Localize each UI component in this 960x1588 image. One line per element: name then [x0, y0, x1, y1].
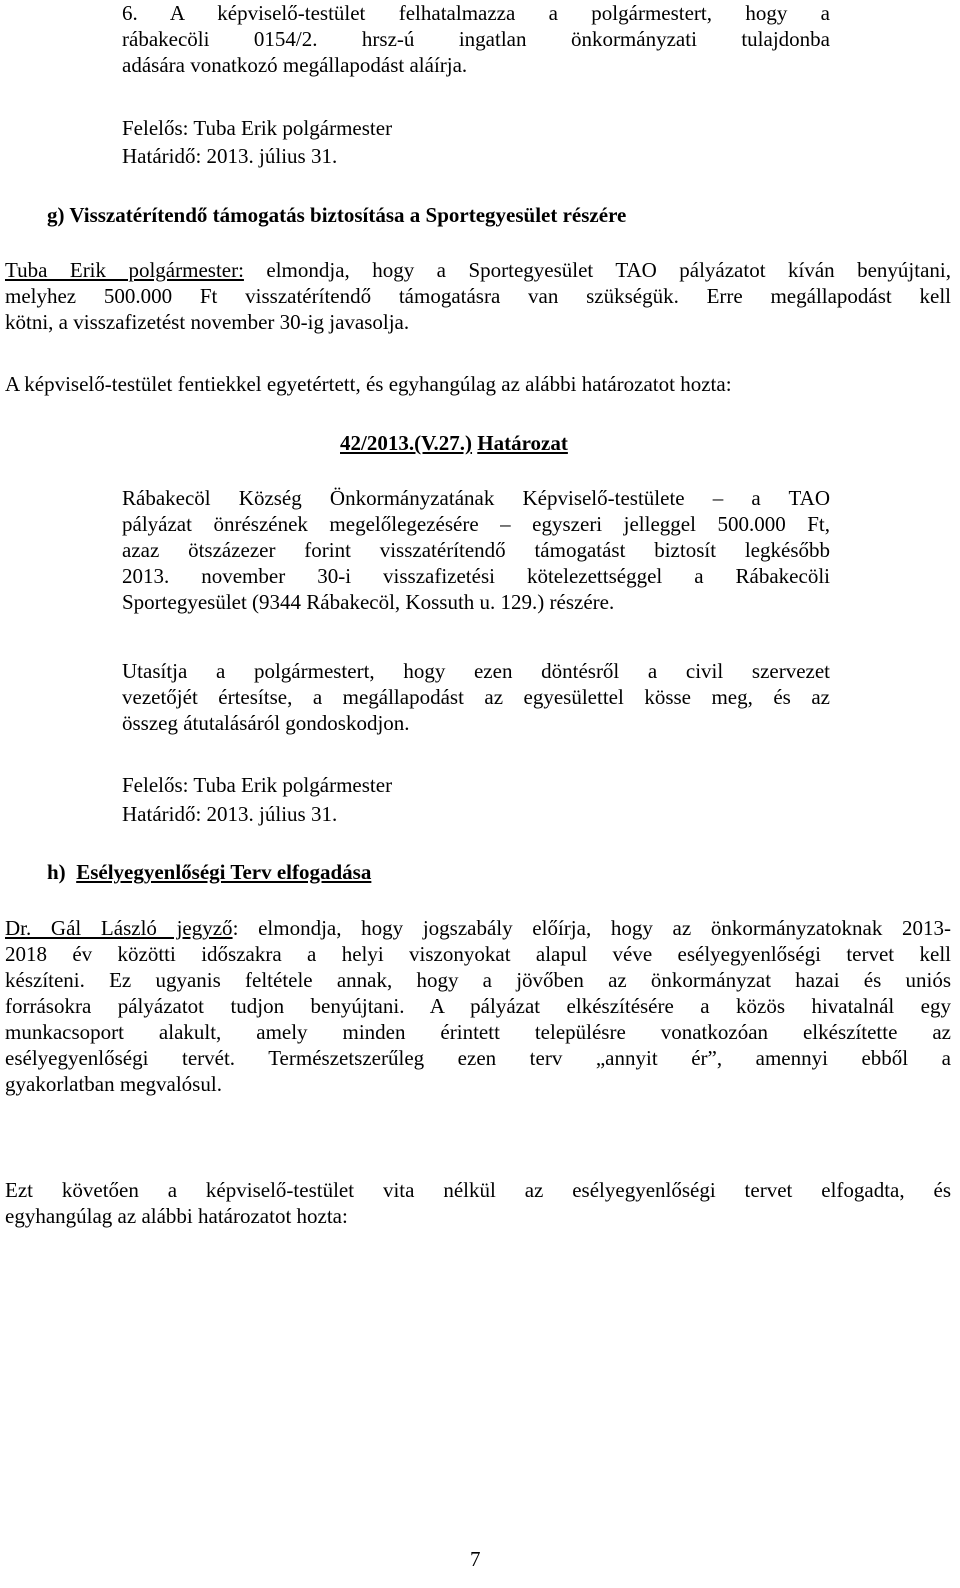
- resolution-title: [340, 430, 568, 456]
- resolution-line: 2013. november 30-i visszafizetési kötelezettséggel a Rábakecöli: [122, 564, 830, 588]
- section-h-prefix: h): [47, 860, 66, 884]
- speech-line: elmondja, hogy a Sportegyesület TAO pályázatot kíván benyújtani,: [266, 258, 952, 282]
- section-h-title: Esélyegyenlőségi Terv elfogadása: [76, 860, 372, 884]
- resolution-label: Határozat: [477, 431, 568, 455]
- resolution-instruction: [122, 658, 830, 736]
- speech-line: munkacsoport alakult, amely minden érintett településre vonatkozóan elkészítette az: [5, 1020, 951, 1044]
- instruction-line: összeg átutalásáról gondoskodjon.: [122, 711, 410, 735]
- section-g-vote-text: A képviselő-testület fentiekkel egyetértett, és egyhangúlag az alábbi határozatot hozta:: [5, 372, 732, 396]
- resolution-line: Rábakecöl Község Önkormányzatának Képviselő-testülete – a TAO: [122, 486, 830, 510]
- instruction-line: vezetőjét értesítse, a megállapodást az egyesülettel kösse meg, és az: [122, 685, 830, 709]
- instruction-line: Utasítja a polgármestert, hogy ezen döntésről a civil szervezet: [122, 659, 830, 683]
- resolution-line: pályázat önrészének megelőlegezésére – egyszeri jelleggel 500.000 Ft,: [122, 512, 830, 536]
- speech-line: : elmondja, hogy jogszabály előírja, hogy az önkormányzatoknak 2013-: [232, 916, 951, 940]
- speech-line: esélyegyenlőségi tervét. Természetszerűleg ezen terv „annyit ér”, amennyi ebből a: [5, 1046, 951, 1070]
- item-6-line: 6. A képviselő-testület felhatalmazza a polgármestert, hogy a: [122, 1, 830, 25]
- speech-line: gyakorlatban megvalósul.: [5, 1072, 222, 1096]
- speech-line: 2018 év közötti időszakra a helyi viszonyokat alapul véve esélyegyenlőségi tervet kell: [5, 942, 951, 966]
- conclusion-line: egyhangúlag az alábbi határozatot hozta:: [5, 1204, 348, 1228]
- section-g-speech: [5, 257, 951, 335]
- section-g-heading: g) Visszatérítendő támogatás biztosítása a Sportegyesület részére: [47, 203, 627, 227]
- speech-line: melyhez 500.000 Ft visszatérítendő támogatásra van szükségük. Erre megállapodást kell: [5, 284, 951, 308]
- speaker-name: Tuba Erik polgármester:: [5, 258, 244, 282]
- item-6-line: rábakecöli 0154/2. hrsz-ú ingatlan önkormányzati tulajdonba: [122, 27, 830, 51]
- resolution-line: Sportegyesület (9344 Rábakecöl, Kossuth u. 129.) részére.: [122, 590, 615, 614]
- item-6-line: adására vonatkozó megállapodást aláírja.: [122, 53, 468, 77]
- page-number: 7: [470, 1547, 481, 1571]
- resolution-number: 42/2013.(V.27.): [340, 431, 473, 455]
- speech-line: készíteni. Ez ugyanis feltétele annak, hogy a jövőben az önkormányzat hazai és uniós: [5, 968, 951, 992]
- section-h-speech: [5, 915, 951, 1097]
- section-h-heading: [47, 859, 371, 885]
- conclusion-line: Ezt követően a képviselő-testület vita nélkül az esélyegyenlőségi tervet elfogadta, és: [5, 1178, 951, 1202]
- item-6-deadline: Határidő: 2013. július 31.: [122, 144, 338, 168]
- resolution-line: azaz ötszázezer forint visszatérítendő támogatást biztosít legkésőbb: [122, 538, 830, 562]
- section-h-conclusion: [5, 1177, 951, 1229]
- speaker-name: Dr. Gál László jegyző: [5, 916, 233, 940]
- section-g-deadline: Határidő: 2013. július 31.: [122, 802, 338, 826]
- resolution-body: [122, 485, 830, 615]
- speech-line: kötni, a visszafizetést november 30-ig javasolja.: [5, 310, 410, 334]
- item-6-text: [122, 0, 830, 78]
- item-6-responsible: Felelős: Tuba Erik polgármester: [122, 116, 393, 140]
- speech-line: forrásokra pályázatot tudjon benyújtani. A pályázat elkészítésére a közös hivatalnál egy: [5, 994, 951, 1018]
- section-g-responsible: Felelős: Tuba Erik polgármester: [122, 773, 393, 797]
